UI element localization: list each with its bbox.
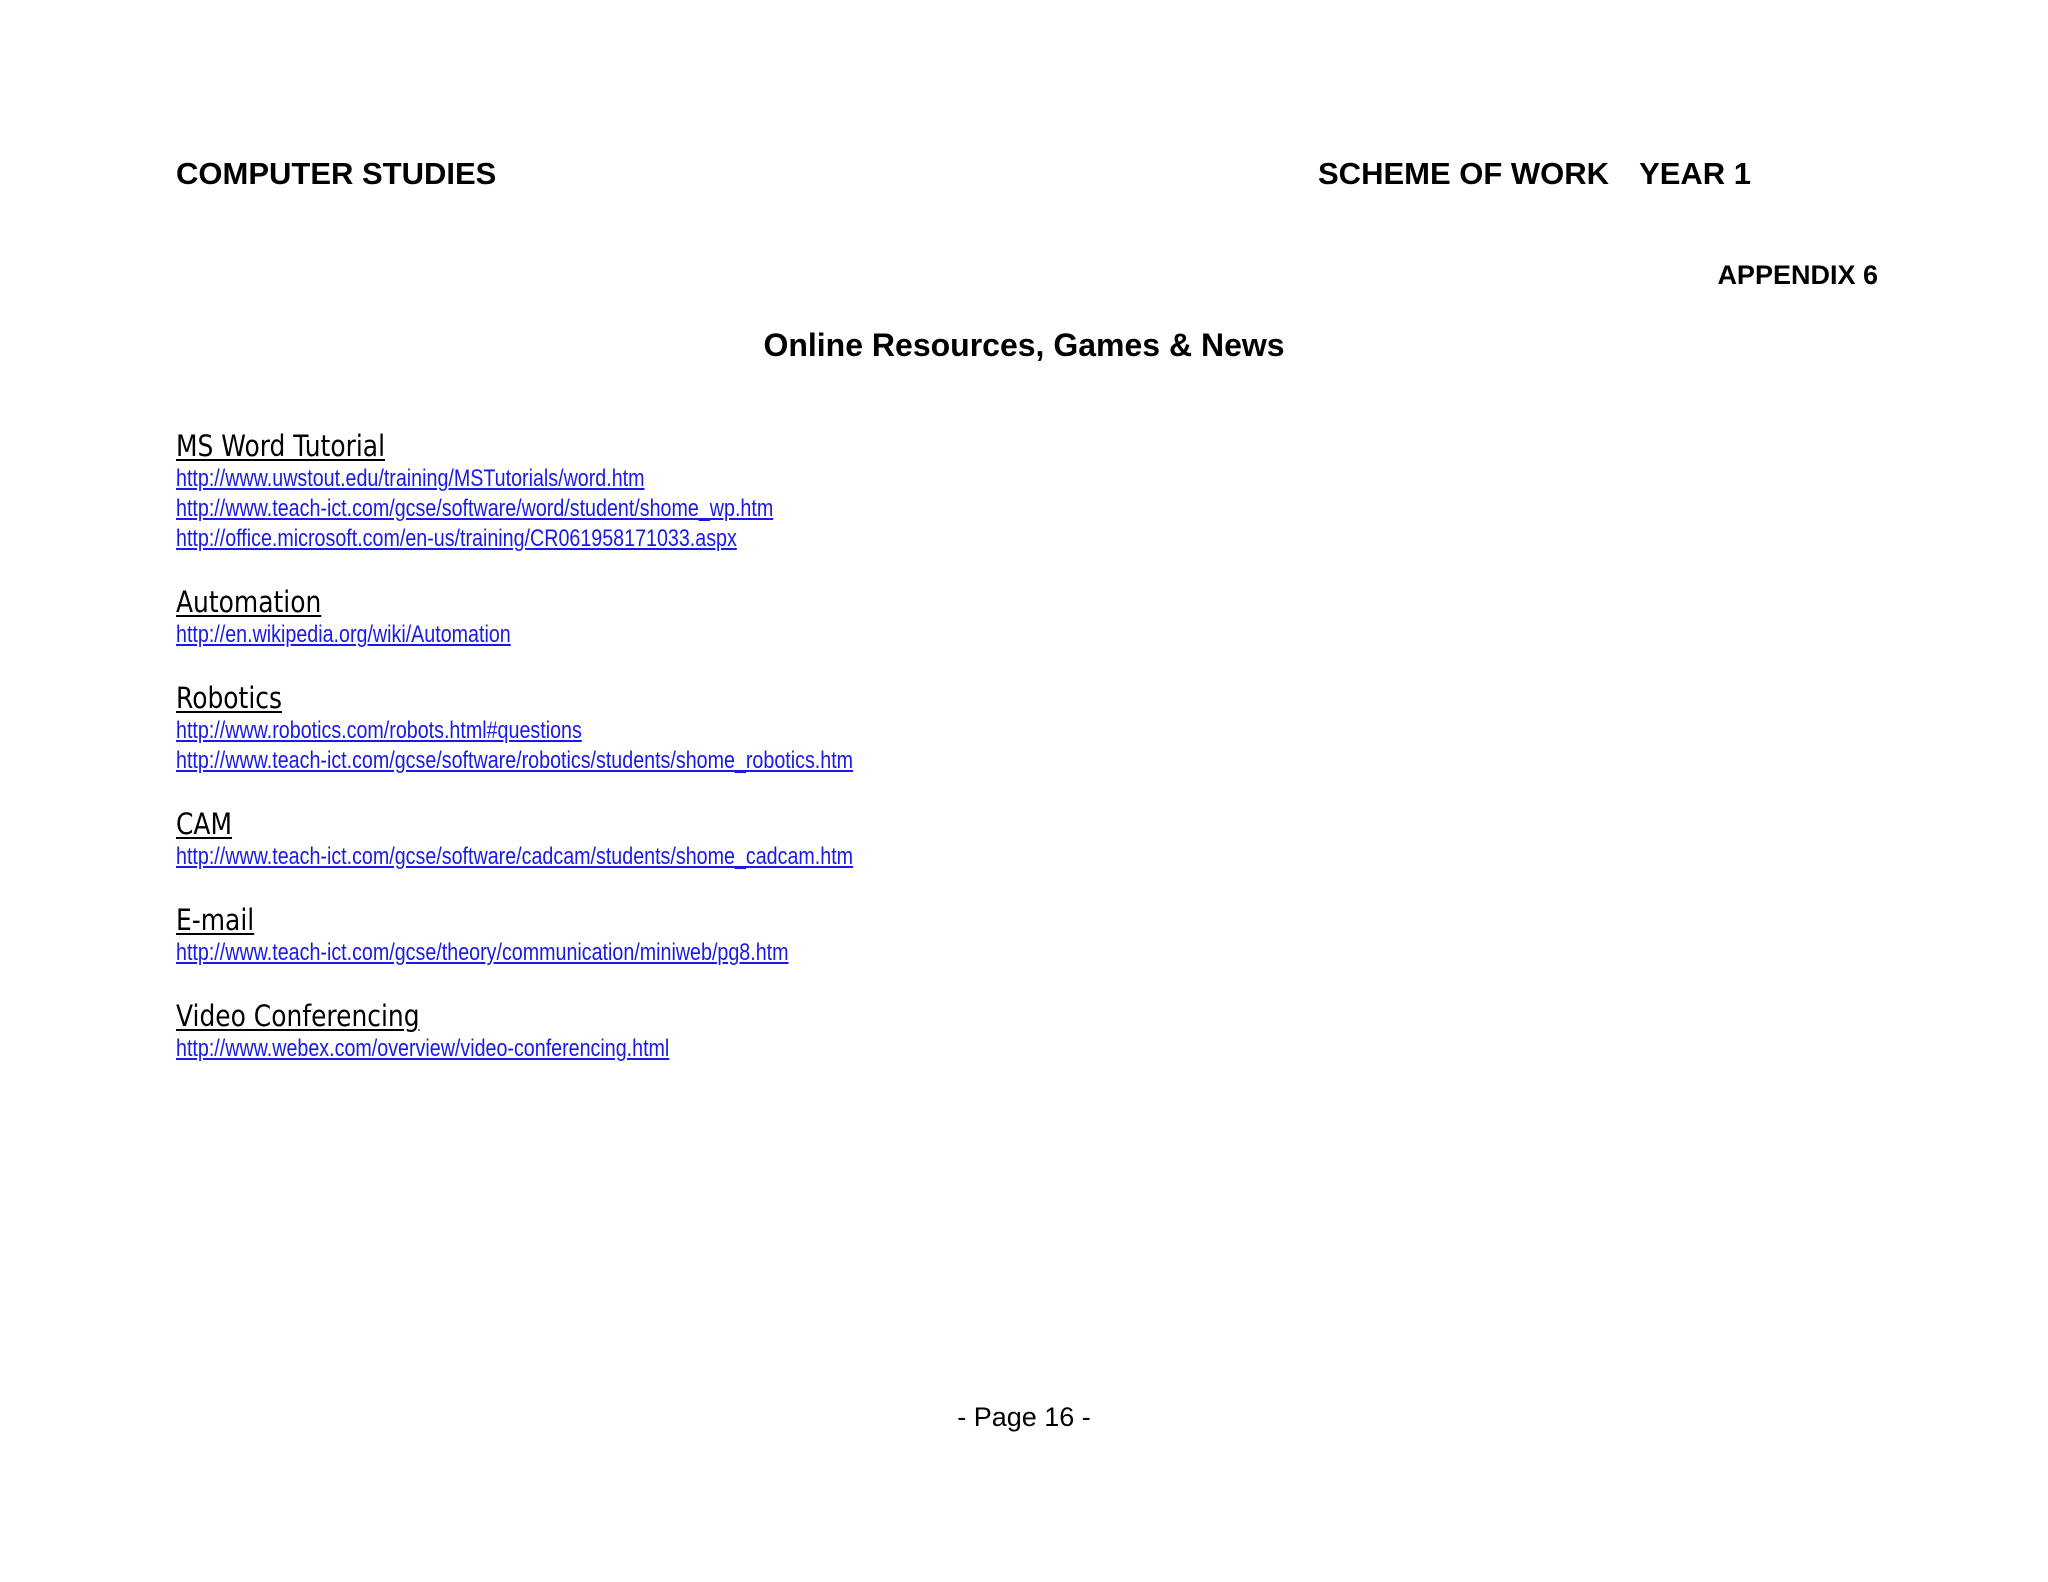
- section-heading: Automation: [176, 585, 322, 619]
- section-heading: MS Word Tutorial: [176, 429, 386, 463]
- section-cam: [176, 806, 1776, 872]
- resource-link[interactable]: http://en.wikipedia.org/wiki/Automation: [176, 621, 511, 648]
- list-item: [176, 464, 1776, 494]
- list-item: [176, 1034, 1776, 1064]
- header-scheme: SCHEME OF WORK: [1318, 156, 1610, 191]
- list-item: [176, 938, 1776, 968]
- link-list: [176, 716, 1776, 776]
- header-year: YEAR 1: [1639, 156, 1752, 191]
- resource-link[interactable]: http://www.robotics.com/robots.html#questions: [176, 717, 582, 744]
- header-subject: COMPUTER STUDIES: [176, 156, 497, 191]
- section-ms-word-tutorial: [176, 428, 1776, 554]
- link-list: [176, 1034, 1776, 1064]
- section-automation: [176, 584, 1776, 650]
- page-number: - Page 16 -: [957, 1402, 1091, 1432]
- link-list: [176, 620, 1776, 650]
- section-heading: E-mail: [176, 903, 255, 937]
- link-list: [176, 842, 1776, 872]
- list-item: [176, 620, 1776, 650]
- section-heading: CAM: [176, 807, 232, 841]
- resource-link[interactable]: http://www.teach-ict.com/gcse/theory/communication/miniweb/pg8.htm: [176, 939, 789, 966]
- list-item: [176, 524, 1776, 554]
- page-title: Online Resources, Games & News: [763, 327, 1285, 363]
- section-heading: Robotics: [176, 681, 282, 715]
- link-list: [176, 464, 1776, 554]
- resource-link[interactable]: http://www.teach-ict.com/gcse/software/robotics/students/shome_robotics.htm: [176, 747, 854, 774]
- resource-sections: [176, 428, 1776, 1094]
- section-video-conferencing: [176, 998, 1776, 1064]
- resource-link[interactable]: http://www.webex.com/overview/video-conferencing.html: [176, 1035, 670, 1062]
- resource-link[interactable]: http://www.teach-ict.com/gcse/software/word/student/shome_wp.htm: [176, 495, 774, 522]
- section-heading: Video Conferencing: [176, 999, 420, 1033]
- list-item: [176, 494, 1776, 524]
- link-list: [176, 938, 1776, 968]
- header-scheme-year: [1318, 156, 1751, 192]
- list-item: [176, 746, 1776, 776]
- appendix-label: APPENDIX 6: [1717, 260, 1878, 290]
- resource-link[interactable]: http://www.uwstout.edu/training/MSTutorials/word.htm: [176, 465, 645, 492]
- resource-link[interactable]: http://www.teach-ict.com/gcse/software/cadcam/students/shome_cadcam.htm: [176, 843, 854, 870]
- section-e-mail: [176, 902, 1776, 968]
- section-robotics: [176, 680, 1776, 776]
- list-item: [176, 842, 1776, 872]
- resource-link[interactable]: http://office.microsoft.com/en-us/training/CR061958171033.aspx: [176, 525, 737, 552]
- list-item: [176, 716, 1776, 746]
